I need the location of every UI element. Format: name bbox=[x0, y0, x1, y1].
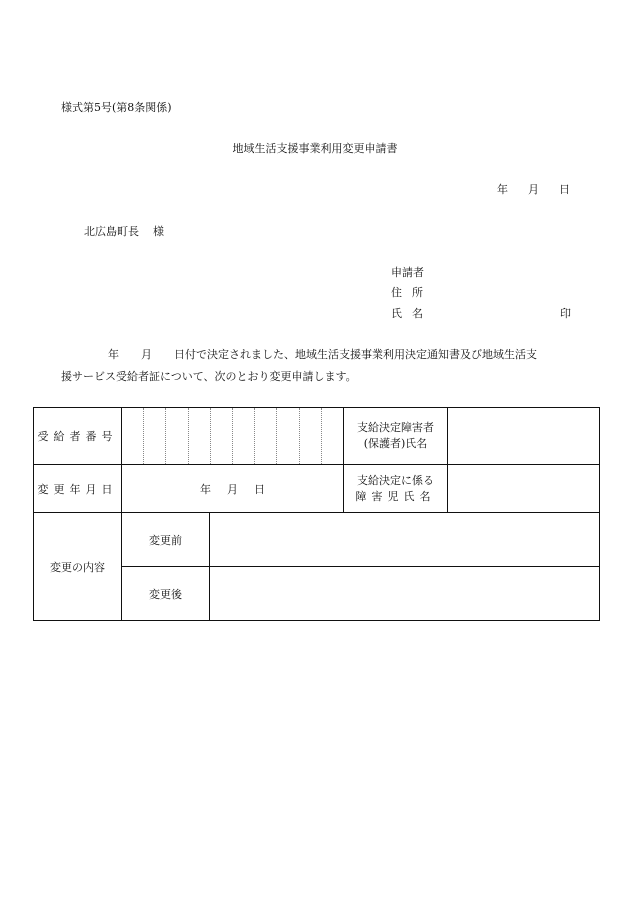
date-month: 月 bbox=[528, 183, 539, 196]
child-name-field[interactable] bbox=[448, 465, 600, 513]
change-date-field[interactable] bbox=[122, 465, 344, 513]
change-date-month: 月 bbox=[227, 482, 238, 496]
before-label: 変更前 bbox=[122, 513, 210, 567]
recipient-number-field[interactable] bbox=[122, 408, 344, 465]
seal-mark: 印 bbox=[560, 307, 571, 320]
after-field[interactable] bbox=[210, 567, 600, 621]
subject-name-field[interactable] bbox=[448, 408, 600, 465]
document-title: 地域生活支援事業利用変更申請書 bbox=[232, 142, 398, 155]
change-date-year: 年 bbox=[200, 482, 211, 496]
date-day: 日 bbox=[559, 183, 570, 196]
addressee-name: 北広島町長 bbox=[84, 225, 139, 238]
body-month: 月 bbox=[141, 348, 152, 361]
addressee-honorific: 様 bbox=[153, 225, 164, 238]
address-label: 住所 bbox=[391, 286, 433, 299]
change-date-day: 日 bbox=[254, 482, 265, 496]
body-line1-text: 日付で決定されました、地域生活支援事業利用決定通知書及び地域生活支 bbox=[174, 348, 537, 361]
application-date bbox=[477, 181, 570, 197]
body-line-1 bbox=[108, 346, 537, 362]
name-label: 氏名 bbox=[391, 307, 433, 320]
child-name-label-line1: 支給決定に係る bbox=[357, 473, 434, 487]
change-content-label: 変更の内容 bbox=[34, 513, 122, 621]
subject-name-label bbox=[344, 408, 448, 465]
body-year: 年 bbox=[108, 348, 119, 361]
body-line-2: 援サービス受給者証について、次のとおり変更申請します。 bbox=[61, 370, 357, 383]
application-table bbox=[33, 407, 600, 621]
date-year: 年 bbox=[497, 183, 508, 196]
subject-name-label-line1: 支給決定障害者 bbox=[357, 421, 434, 434]
change-date-label: 変更年月日 bbox=[34, 465, 122, 513]
before-field[interactable] bbox=[210, 513, 600, 567]
after-label: 変更後 bbox=[122, 567, 210, 621]
applicant-label: 申請者 bbox=[391, 266, 424, 279]
recipient-number-label: 受給者番号 bbox=[34, 408, 122, 465]
subject-name-label-line2: (保護者)氏名 bbox=[363, 437, 428, 450]
child-name-label-line2: 障害児氏名 bbox=[355, 489, 436, 503]
form-number: 様式第5号(第8条関係) bbox=[61, 101, 172, 114]
addressee bbox=[84, 223, 164, 239]
child-name-label bbox=[344, 465, 448, 513]
